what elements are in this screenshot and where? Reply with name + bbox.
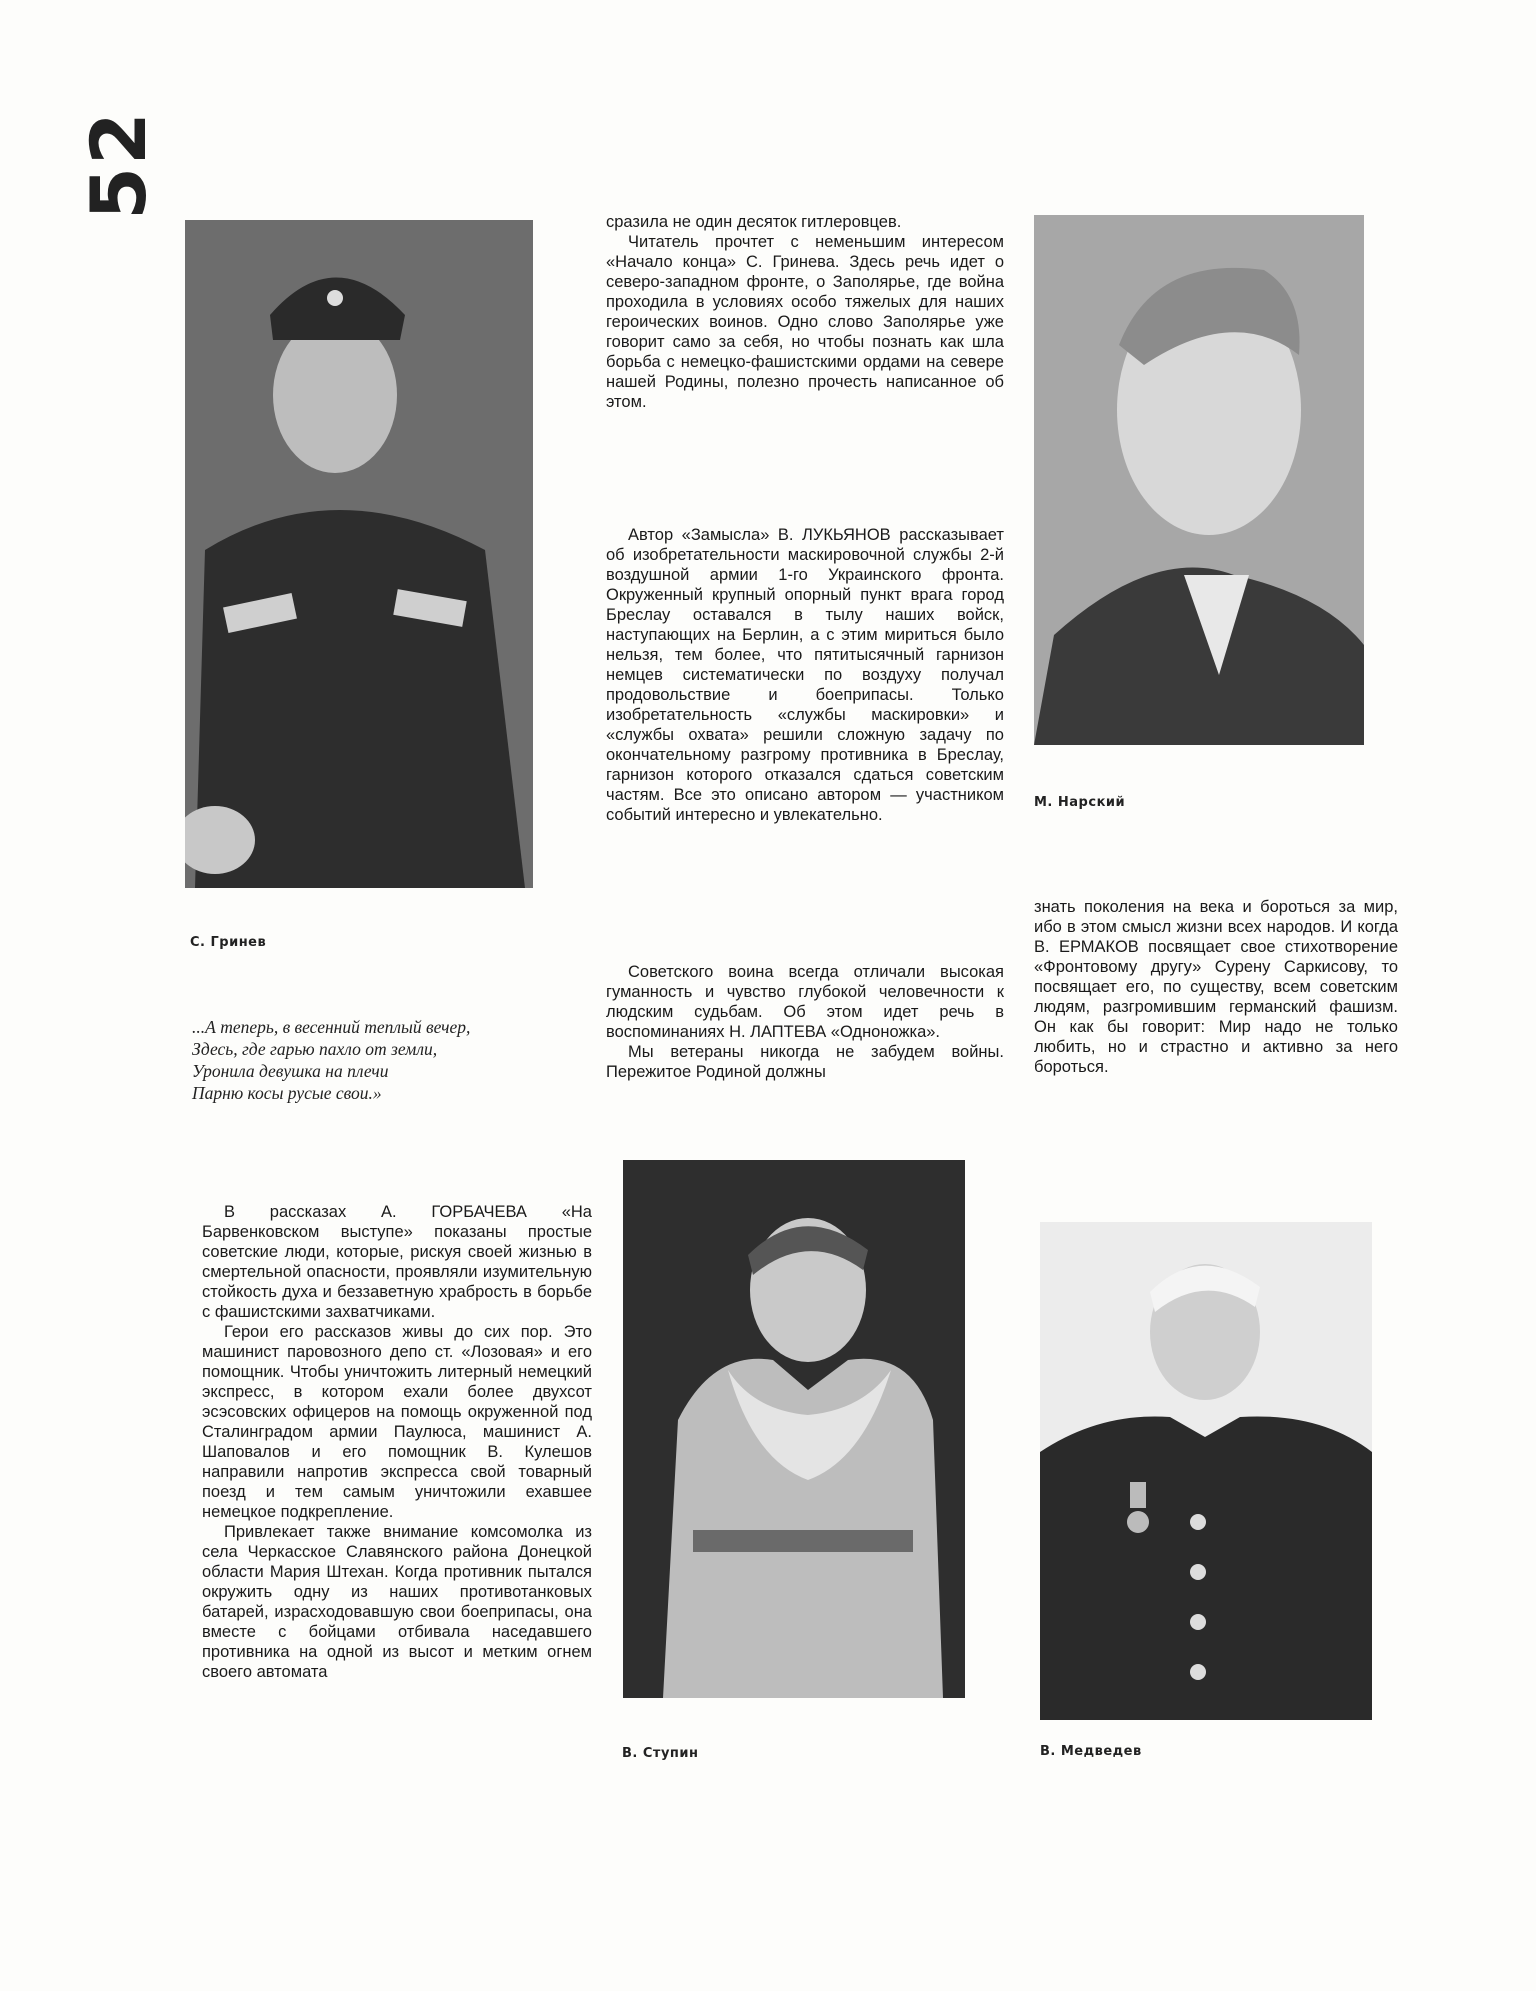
photo-stupin: [623, 1160, 965, 1698]
poem-line: Парню косы русые свои.»: [192, 1083, 382, 1103]
article-column-middle-bottom: [606, 962, 1004, 1082]
page-number: 52: [74, 110, 163, 220]
poem-line: ...А теперь, в весенний теплый вечер,: [192, 1017, 471, 1037]
article-column-right: [1034, 897, 1398, 1077]
paragraph: Герои его рассказов живы до сих пор. Это машинист паровозного депо ст. «Лозовая» и его помощник. Чтобы уничтожить литерный немецкий экспресс, в котором ехали более двухсот эсэсовских офицеров на помощь окруженной под Сталинградом армии Паулюса, машинист А. Шаповалов и его помощник В. Кулешов направили напротив экспресса свой товарный поезд и тем самым уничтожили ехавшее немецкое подкрепление.: [202, 1323, 592, 1521]
photo-grinev: [185, 220, 533, 888]
caption-stupin: В. Ступин: [622, 1746, 699, 1761]
paragraph: Автор «Замысла» В. ЛУКЬЯНОВ рассказывает об изобретательности маскировочной службы 2-й воздушной армии 1-го Украинского фронта. Окруженный крупный опорный пункт врага город Бреслау оставался в тылу наших войск, наступающих на Берлин, а с этим мириться было нельзя, тем более, что пятитысячный гарнизон немцев систематически по воздуху получал продовольствие и боеприпасы. Только изобретательность «службы маскировки» и «службы охвата» решили сложную задачу по окончательному разгрому противника в Бреслау, гарнизон которого отказался сдаться советским частям. Все это описано автором — участником событий интересно и увлекательно.: [606, 526, 1004, 824]
paragraph: В рассказах А. ГОРБАЧЕВА «На Барвенковском выступе» показаны простые советские люди, которые, рискуя своей жизнью в смертельной опасности, проявляли изумительную стойкость духа и беззаветную храбрость в борьбе с фашистскими захватчиками.: [202, 1203, 592, 1321]
poem-line: Здесь, где гарью пахло от земли,: [192, 1039, 438, 1059]
photo-medvedev: [1040, 1222, 1372, 1720]
poem-quote: [192, 1016, 522, 1104]
poem-line: Уронила девушка на плечи: [192, 1061, 389, 1081]
photo-narsky: [1034, 215, 1364, 745]
caption-grinev: С. Гринев: [190, 935, 267, 950]
paragraph: Мы ветераны никогда не забудем войны. Пережитое Родиной должны: [606, 1043, 1004, 1081]
article-column-middle-lukyanov: [606, 525, 1004, 825]
caption-narsky: М. Нарский: [1034, 795, 1126, 810]
caption-medvedev: В. Медведев: [1040, 1744, 1142, 1759]
paragraph: знать поколения на века и бороться за мир, ибо в этом смысл жизни всех народов. И когда В. ЕРМАКОВ посвящает свое стихотворение «Фронтовому другу» Сурену Саркисову, то посвящает его, по существу, всем советским людям, разгромившим германский фашизм. Он как бы говорит: Мир надо не только любить, но и страстно и активно за него бороться.: [1034, 898, 1398, 1076]
paragraph: сразила не один десяток гитлеровцев.: [606, 213, 902, 231]
article-column-middle-top: [606, 212, 1004, 412]
article-column-left-bottom: [202, 1202, 592, 1682]
paragraph: Читатель прочтет с неменьшим интересом «Начало конца» С. Гринева. Здесь речь идет о северо-западном фронте, о Заполярье, где война проходила в условиях особо тяжелых для наших героических воинов. Одно слово Заполярье уже говорит само за себя, но чтобы познать как шла борьба с немецко-фашистскими ордами на севере нашей Родины, полезно прочесть написанное об этом.: [606, 233, 1004, 411]
paragraph: Советского воина всегда отличали высокая гуманность и чувство глубокой человечности к людским судьбам. Об этом идет речь в воспоминаниях Н. ЛАПТЕВА «Одноножка».: [606, 963, 1004, 1041]
paragraph: Привлекает также внимание комсомолка из села Черкасское Славянского района Донецкой области Мария Штехан. Когда противник пытался окружить одну из наших противотанковых батарей, израсходовавшую свои боеприпасы, она вместе с бойцами отбивала наседавшего противника на одной из высот и метким огнем своего автомата: [202, 1523, 592, 1681]
